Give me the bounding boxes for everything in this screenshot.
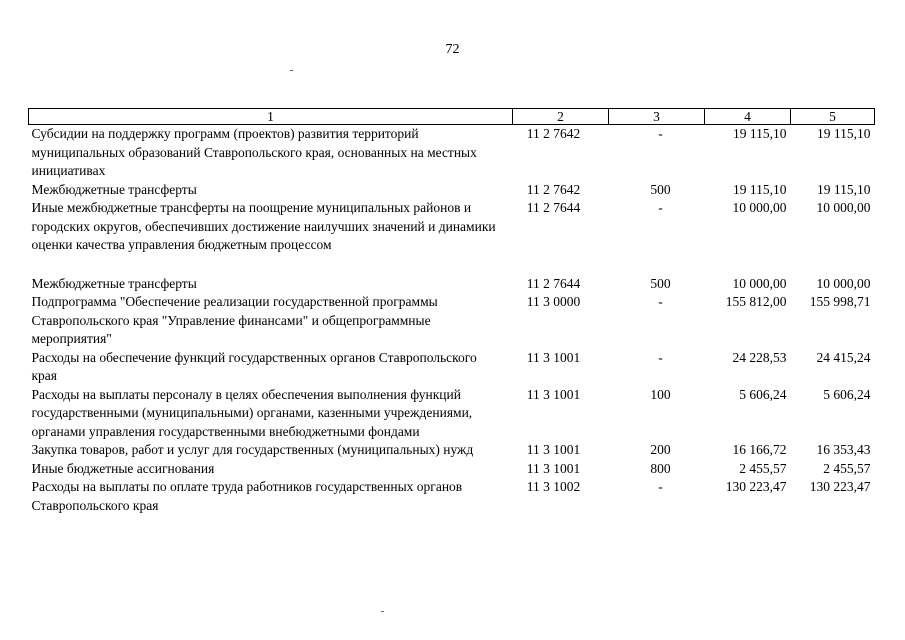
- row-name: Межбюджетные трансферты: [31, 275, 197, 291]
- row-name: Расходы на выплаты персоналу в целях обеспечения выполнения функций государственными (муниципальными) органами, казенными учреждениями, органами управления государственными внебюджетными фондами: [31, 386, 473, 439]
- row-name: Расходы на выплаты по оплате труда работников государственных органов Ставропольского края: [31, 479, 463, 513]
- row-expense-type: -: [658, 200, 663, 215]
- row-expense-type: -: [658, 349, 663, 365]
- column-header-5: 5: [791, 109, 875, 125]
- page-number: 72: [445, 42, 460, 57]
- row-expense-type: -: [658, 479, 663, 494]
- column-header-1: 1: [29, 109, 513, 125]
- row-value-col4: 19 115,10: [733, 181, 787, 197]
- column-header-2: 2: [513, 109, 609, 125]
- row-expense-type: -: [658, 126, 663, 141]
- row-value-col5: 5 606,24: [823, 386, 871, 402]
- table-row: [29, 478, 875, 515]
- row-value-col5: 19 115,10: [817, 126, 871, 141]
- table-row: [29, 349, 875, 386]
- row-expense-type: 500: [650, 181, 671, 197]
- row-name: Расходы на обеспечение функций государственных органов Ставропольского края: [31, 349, 477, 383]
- row-code: 11 2 7644: [526, 200, 581, 215]
- row-expense-type: -: [658, 294, 663, 309]
- column-header-4: 4: [705, 109, 791, 125]
- row-code: 11 3 1002: [526, 479, 581, 494]
- budget-table: [28, 108, 875, 515]
- row-value-col5: 16 353,43: [816, 442, 871, 457]
- table-row: [29, 293, 875, 349]
- table-row: [29, 441, 875, 460]
- row-value-col4: 130 223,47: [725, 479, 787, 494]
- column-header-3: 3: [609, 109, 705, 125]
- row-code: 11 3 1001: [526, 349, 581, 365]
- row-code: 11 2 7642: [526, 181, 581, 197]
- row-code: 11 3 1001: [526, 460, 581, 476]
- row-code: 11 3 1001: [526, 442, 581, 457]
- table-row: [29, 460, 875, 479]
- row-expense-type: 500: [650, 275, 671, 291]
- row-value-col5: 10 000,00: [816, 200, 871, 215]
- row-value-col5: 130 223,47: [809, 479, 871, 494]
- table-body: [29, 125, 875, 516]
- row-value-col5: 19 115,10: [817, 181, 871, 197]
- table-row: [29, 386, 875, 442]
- row-name: Подпрограмма "Обеспечение реализации государственной программы Ставропольского края "Управление финансами" и общепрограммные мероприятия": [31, 294, 438, 346]
- scan-speck: [381, 611, 384, 612]
- row-value-col4: 10 000,00: [732, 200, 787, 215]
- row-value-col4: 155 812,00: [725, 294, 787, 309]
- row-expense-type: 200: [650, 442, 671, 457]
- row-value-col5: 2 455,57: [823, 460, 871, 476]
- row-value-col4: 2 455,57: [739, 460, 787, 476]
- row-value-col4: 10 000,00: [732, 275, 787, 291]
- row-value-col5: 155 998,71: [809, 294, 871, 309]
- row-value-col4: 19 115,10: [733, 126, 787, 141]
- row-value-col4: 16 166,72: [732, 442, 787, 457]
- table-header: [29, 109, 875, 125]
- table-row: [29, 275, 875, 294]
- row-expense-type: 800: [650, 460, 671, 476]
- row-name: Закупка товаров, работ и услуг для государственных (муниципальных) нужд: [31, 442, 474, 457]
- row-value-col5: 10 000,00: [816, 275, 871, 291]
- scan-speck: [290, 70, 293, 71]
- table-row: [29, 199, 875, 275]
- row-code: 11 3 1001: [526, 386, 581, 402]
- row-code: 11 3 0000: [526, 294, 581, 309]
- row-expense-type: 100: [650, 386, 671, 402]
- row-code: 11 2 7644: [526, 275, 581, 291]
- row-name: Иные межбюджетные трансферты на поощрение муниципальных районов и городских округов, обеспечивших достижение наилучших значений и динамики оценки качества управления бюджетным процессом: [31, 200, 496, 252]
- row-code: 11 2 7642: [526, 126, 581, 141]
- table-row: [29, 125, 875, 181]
- row-name: Межбюджетные трансферты: [31, 181, 197, 197]
- row-value-col5: 24 415,24: [816, 349, 871, 365]
- row-value-col4: 5 606,24: [739, 386, 787, 402]
- table-row: [29, 181, 875, 200]
- row-name: Иные бюджетные ассигнования: [31, 460, 215, 476]
- row-value-col4: 24 228,53: [732, 349, 787, 365]
- row-name: Субсидии на поддержку программ (проектов) развития территорий муниципальных образований Ставропольского края, основанных на местных инициативах: [31, 126, 477, 178]
